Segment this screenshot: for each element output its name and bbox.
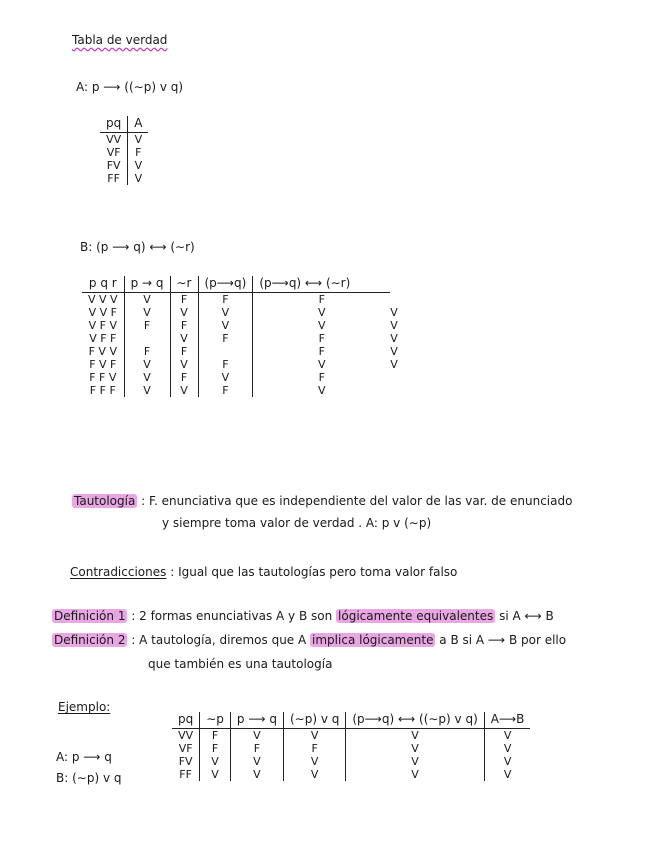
col-header: p → q	[124, 276, 170, 293]
table-cell: V	[170, 384, 198, 397]
col-header: ∼r	[170, 276, 198, 293]
table-cell: F	[198, 384, 253, 397]
truth-table-b	[82, 276, 404, 397]
table-cell: V	[124, 306, 170, 319]
tautologia-text-2: y siempre toma valor de verdad . A: p v (∼p)	[162, 516, 432, 530]
col-header: pq	[100, 116, 128, 133]
table-cell: F	[198, 293, 253, 307]
table-cell: V	[484, 768, 530, 781]
table-row	[172, 768, 530, 781]
ejemplo-label: Ejemplo:	[58, 700, 111, 714]
table-cell: F	[124, 319, 170, 332]
table-cell: F	[124, 345, 170, 358]
table-cell: V	[253, 384, 390, 397]
table-cell: V	[230, 755, 283, 768]
table-cell: V	[198, 319, 253, 332]
table-cell: F	[253, 371, 390, 384]
table-cell: V F F	[89, 332, 117, 345]
def2-highlight: implica lógicamente	[312, 633, 434, 647]
def1-highlight: lógicamente equivalentes	[338, 609, 494, 623]
table-cell: F	[170, 293, 198, 307]
col-header: pq	[172, 712, 200, 729]
table-cell: V	[484, 729, 530, 743]
col-header: A	[128, 116, 149, 133]
table-cell: F	[200, 729, 231, 743]
table-cell: F F V	[89, 371, 117, 384]
tautologia-section: Tautología : F. enunciativa que es independiente del valor de las var. de enunciado	[74, 494, 573, 508]
table-cell: V	[253, 306, 390, 319]
table-cell: V	[283, 768, 345, 781]
ejemplo-b: B: (∼p) v q	[56, 771, 122, 785]
col-header: (∼p) v q	[283, 712, 345, 729]
table-cell: F	[200, 742, 231, 755]
formula-a: A: p ⟶ ((∼p) v q)	[76, 80, 184, 94]
table-row	[172, 742, 530, 755]
table-row	[100, 172, 148, 185]
table-cell: F	[253, 293, 390, 307]
table-cell: F	[253, 345, 390, 358]
table-row	[82, 306, 404, 319]
table-row	[100, 133, 148, 147]
table-cell: V V F	[88, 306, 117, 319]
table-cell: V	[124, 384, 170, 397]
def1-label: Definición 1	[54, 609, 126, 623]
table-cell: F V F	[89, 358, 117, 371]
def1-pre: 2 formas enunciativas A y B son	[139, 609, 333, 623]
table-cell-extra: V	[390, 332, 398, 345]
table-cell: F	[253, 332, 390, 345]
col-header: (p⟶q) ⟷ (∼r)	[253, 276, 390, 293]
table-cell: V	[128, 159, 149, 172]
table-row	[82, 332, 404, 345]
def2-label: Definición 2	[54, 633, 126, 647]
table-cell: VF	[106, 146, 121, 159]
table-row	[82, 384, 404, 397]
table-row	[100, 159, 148, 172]
table-cell: F	[170, 319, 198, 332]
table-cell: VF	[178, 742, 193, 755]
tautologia-text: F. enunciativa que es independiente del valor de las var. de enunciado	[149, 494, 573, 508]
table-row	[172, 755, 530, 768]
table-row	[82, 358, 404, 371]
table-row	[172, 729, 530, 743]
table-cell: FV	[178, 755, 193, 768]
table-cell: V	[170, 306, 198, 319]
table-cell	[198, 345, 253, 358]
table-cell: VV	[106, 133, 122, 146]
table-cell: V	[198, 371, 253, 384]
table-cell: V	[198, 306, 253, 319]
table-cell: F	[128, 146, 149, 159]
table-cell: V	[128, 172, 149, 185]
table-cell: F	[170, 345, 198, 358]
col-header: p ⟶ q	[230, 712, 283, 729]
table-cell: V	[346, 755, 484, 768]
table-cell	[124, 332, 170, 345]
table-cell: F	[198, 358, 253, 371]
table-cell: V	[128, 133, 149, 147]
table-cell: V	[124, 371, 170, 384]
table-cell: FF	[179, 768, 192, 781]
page-title: Tabla de verdad	[72, 33, 168, 47]
table-cell: V	[346, 742, 484, 755]
table-cell: V	[346, 729, 484, 743]
table-cell: F	[283, 742, 345, 755]
table-row	[82, 345, 404, 358]
table-cell: V	[484, 742, 530, 755]
table-cell: V	[230, 768, 283, 781]
tautologia-label: Tautología	[74, 494, 136, 508]
table-cell: V	[170, 332, 198, 345]
col-header: (p⟶q) ⟷ ((∼p) v q)	[346, 712, 484, 729]
table-cell-extra: V	[390, 319, 398, 332]
table-cell: VV	[178, 729, 194, 742]
table-cell: V	[283, 729, 345, 743]
col-header: p q r	[82, 276, 124, 293]
table-cell: V	[253, 358, 390, 371]
table-cell: FF	[107, 172, 120, 185]
table-cell: V	[200, 768, 231, 781]
table-row	[82, 293, 404, 307]
table-cell-extra: V	[390, 306, 398, 319]
table-cell: FV	[106, 159, 121, 172]
def2-text-2: que también es una tautología	[148, 657, 333, 671]
table-row	[82, 371, 404, 384]
table-row	[82, 319, 404, 332]
table-cell: V	[230, 729, 283, 743]
truth-table-a	[100, 116, 148, 185]
table-cell: V	[346, 768, 484, 781]
table-cell: V	[283, 755, 345, 768]
contradicciones-section: Contradicciones : Igual que las tautologías pero toma valor falso	[70, 565, 458, 579]
definicion-2: Definición 2 : A tautología, diremos que A implica lógicamente a B si A ⟶ B por ello	[54, 633, 567, 647]
col-header: (p⟶q)	[198, 276, 253, 293]
table-row	[100, 146, 148, 159]
truth-table-ejemplo	[172, 712, 530, 781]
table-cell: F F F	[89, 384, 116, 397]
table-cell: F	[230, 742, 283, 755]
def2-pre: A tautología, diremos que A	[139, 633, 307, 647]
table-cell: V	[170, 358, 198, 371]
table-cell: F	[198, 332, 253, 345]
col-header: A⟶B	[484, 712, 530, 729]
table-cell: V F V	[88, 319, 117, 332]
def1-post: si A ⟷ B	[499, 609, 554, 623]
contradicciones-label: Contradicciones	[70, 565, 167, 579]
table-cell: V	[124, 293, 170, 307]
table-cell: V	[200, 755, 231, 768]
col-header: ∼p	[200, 712, 231, 729]
table-cell: F V V	[88, 345, 117, 358]
formula-b: B: (p ⟶ q) ⟷ (∼r)	[80, 240, 195, 254]
table-cell: V	[253, 319, 390, 332]
table-cell: V	[124, 358, 170, 371]
table-cell: V	[484, 755, 530, 768]
table-cell: F	[170, 371, 198, 384]
table-cell: V V V	[88, 293, 118, 306]
ejemplo-a: A: p ⟶ q	[56, 750, 112, 764]
definicion-1: Definición 1 : 2 formas enunciativas A y B son lógicamente equivalentes si A ⟷ B	[54, 609, 554, 623]
table-cell-extra: V	[390, 345, 398, 358]
contradicciones-text: Igual que las tautologías pero toma valor falso	[178, 565, 458, 579]
def2-post: a B si A ⟶ B por ello	[439, 633, 567, 647]
table-cell-extra: V	[390, 358, 398, 371]
